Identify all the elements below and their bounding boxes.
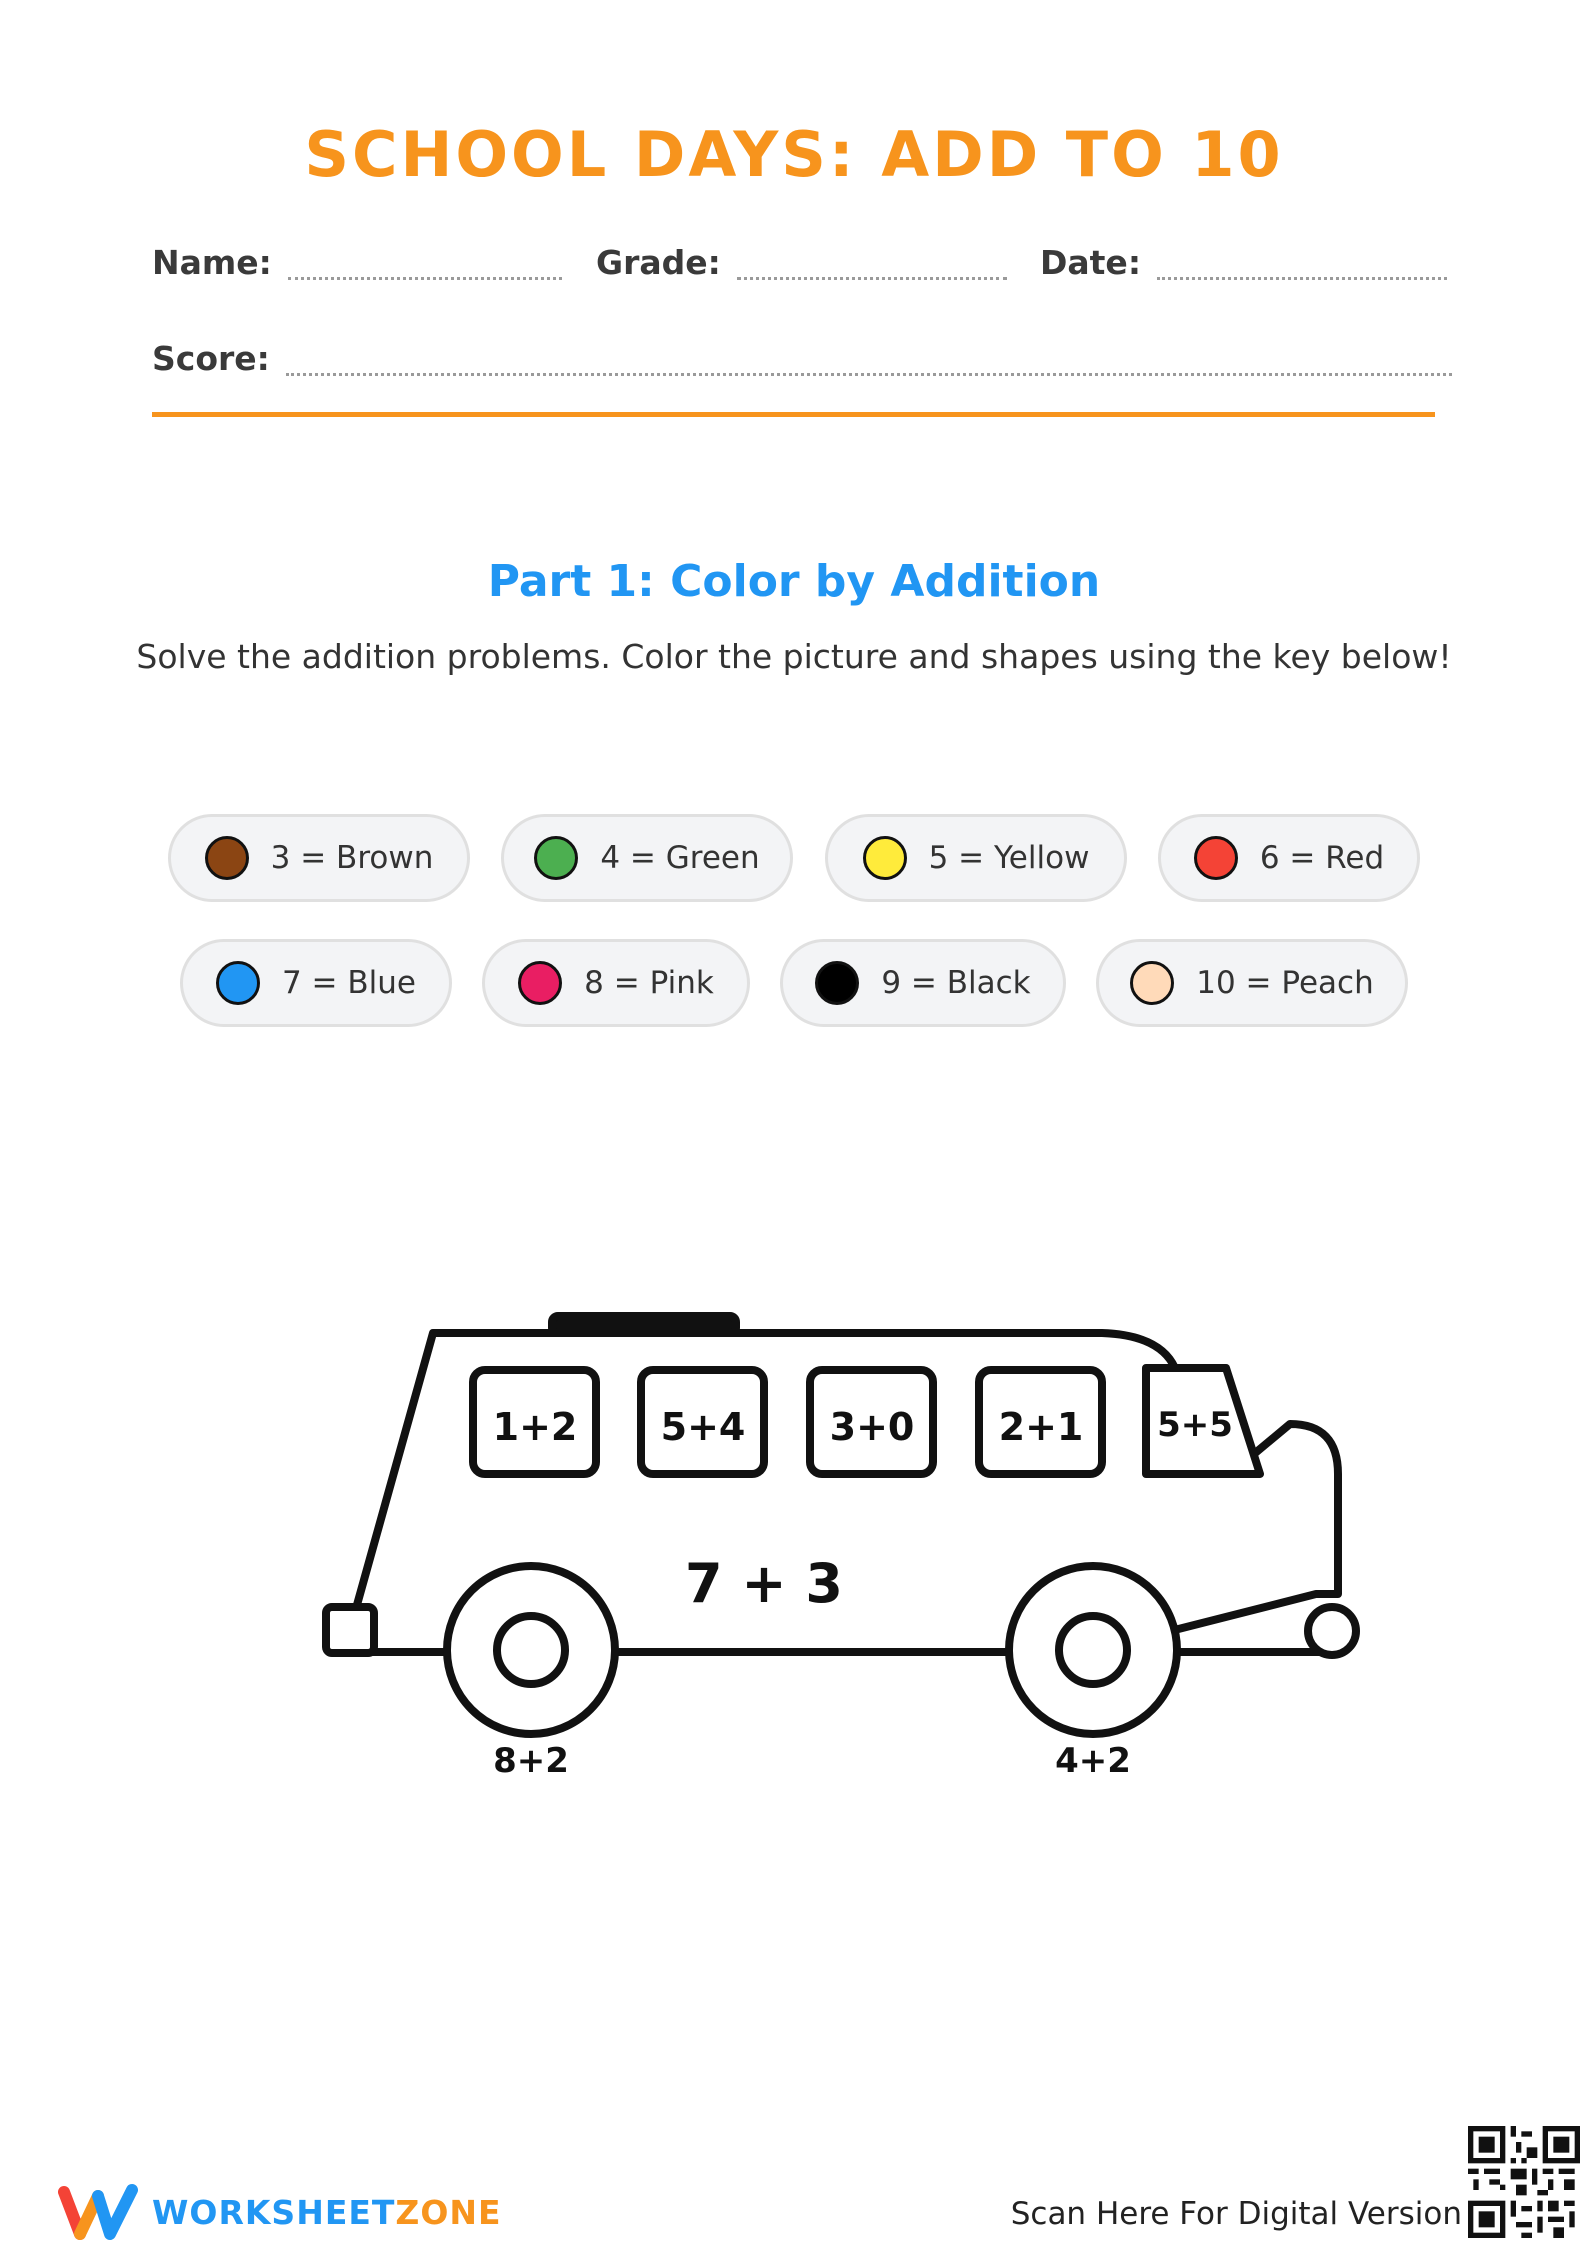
color-dot-black [815, 961, 859, 1005]
key-brown [168, 814, 470, 902]
key-yellow-label: 5 = Yellow [928, 840, 1090, 876]
header-divider [152, 412, 1435, 417]
key-yellow [825, 814, 1127, 902]
brand-name-part1: WORKSHEET [152, 2192, 396, 2232]
part1-instructions: Solve the addition problems. Color the picture and shapes using the key below! [136, 637, 1452, 676]
window-3-problem: 3+0 [829, 1405, 915, 1449]
color-dot-pink [518, 961, 562, 1005]
name-line[interactable] [288, 277, 562, 280]
date-line[interactable] [1157, 277, 1447, 280]
hubcap-left[interactable] [497, 1616, 565, 1684]
name-field[interactable] [152, 243, 562, 282]
color-dot-brown [205, 836, 249, 880]
key-black-label: 9 = Black [881, 965, 1031, 1001]
window-1-problem: 1+2 [492, 1405, 578, 1449]
rear-bumper[interactable] [326, 1607, 374, 1653]
qr-code-icon[interactable] [1468, 2126, 1580, 2238]
date-field[interactable] [1040, 243, 1447, 282]
front-window-problem: 5+5 [1157, 1405, 1233, 1445]
worksheetzone-logo[interactable] [58, 2182, 502, 2242]
key-red [1158, 814, 1420, 902]
worksheet-title: SCHOOL DAYS: ADD TO 10 [304, 118, 1284, 191]
key-green [501, 814, 793, 902]
window-4-problem: 2+1 [998, 1405, 1084, 1449]
window-2-problem: 5+4 [660, 1405, 746, 1449]
color-dot-blue [216, 961, 260, 1005]
brand-name [152, 2193, 502, 2232]
key-blue-label: 7 = Blue [281, 965, 416, 1001]
color-dot-red [1194, 836, 1238, 880]
key-peach-label: 10 = Peach [1196, 965, 1374, 1001]
scan-text: Scan Here For Digital Version [1010, 2196, 1462, 2232]
score-field[interactable] [152, 339, 1452, 378]
grade-label: Grade: [596, 243, 721, 282]
key-green-label: 4 = Green [600, 840, 760, 876]
score-label: Score: [152, 339, 270, 378]
bus-picture [0, 1280, 1588, 1800]
brand-name-part2: ZONE [395, 2192, 502, 2232]
key-brown-label: 3 = Brown [270, 840, 434, 876]
key-pink-label: 8 = Pink [584, 965, 714, 1001]
score-line[interactable] [286, 373, 1452, 376]
grade-line[interactable] [737, 277, 1007, 280]
headlight[interactable] [1308, 1607, 1356, 1655]
color-dot-yellow [863, 836, 907, 880]
key-red-label: 6 = Red [1259, 840, 1385, 876]
key-peach [1096, 939, 1408, 1027]
hubcap-right[interactable] [1059, 1616, 1127, 1684]
logo-w-icon [58, 2182, 138, 2242]
color-dot-green [534, 836, 578, 880]
part1-title: Part 1: Color by Addition [487, 556, 1101, 607]
key-pink [482, 939, 750, 1027]
wheel-right-problem: 4+2 [1055, 1741, 1131, 1781]
date-label: Date: [1040, 243, 1142, 282]
body-problem: 7 + 3 [685, 1552, 843, 1615]
name-label: Name: [152, 243, 272, 282]
color-dot-peach [1130, 961, 1174, 1005]
wheel-left-problem: 8+2 [493, 1741, 569, 1781]
grade-field[interactable] [596, 243, 1007, 282]
key-blue [180, 939, 452, 1027]
key-black [780, 939, 1066, 1027]
